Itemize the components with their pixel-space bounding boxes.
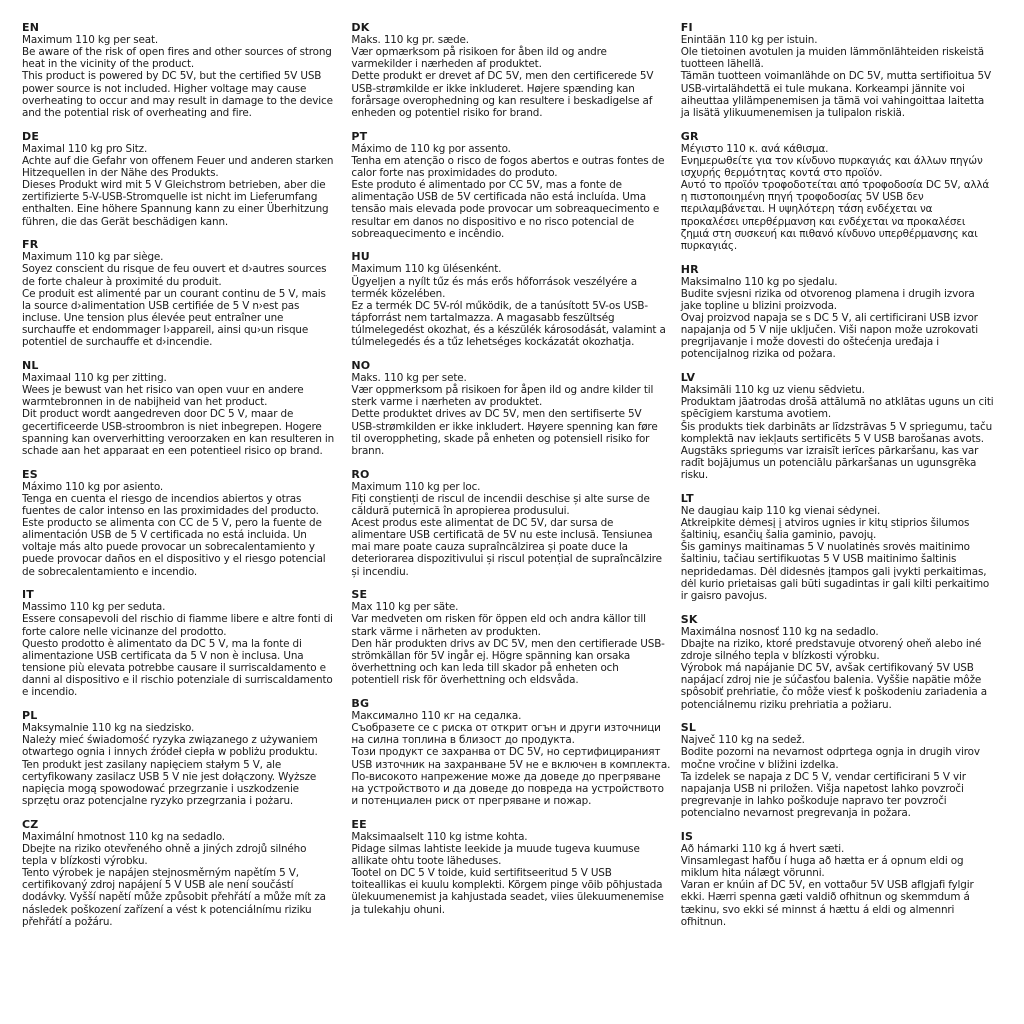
warning-text-line: Ovaj proizvod napaja se s DC 5 V, ali certificirani USB izvor xyxy=(680,311,978,324)
warning-text-line: Dette produktet drives av DC 5V, men den sertifiserte 5V xyxy=(351,408,642,421)
warning-text-line: til overoppheting, skade på enheten og potensiell risiko for xyxy=(351,432,650,445)
warning-text-line: Wees je bewust van het risico van open vuur en andere xyxy=(22,384,304,397)
warning-text-line: This product is powered by DC 5V, but the certified 5V USB xyxy=(22,70,322,83)
warning-text-line: napięcia mogą spowodować przegrzanie i uszkodzenie xyxy=(22,782,299,795)
warning-text-line: allikate ohtu toote läheduses. xyxy=(351,854,502,867)
warning-text-line: termék közelében. xyxy=(351,287,446,300)
warning-text-line: mai mare poate cauza supraîncălzirea și poate duce la xyxy=(351,541,628,554)
warning-text-line: certyfikowany zasilacz USB 5 V nie jest dołączony. Wyższe xyxy=(22,770,317,783)
max-weight-line: Að hámarki 110 kg á hvert sæti. xyxy=(680,842,845,855)
warning-text-line: sprzętu oraz potencjalne ryzyko przegrzania i pożaru. xyxy=(22,794,294,807)
column-2 xyxy=(351,22,670,1024)
warning-text-line: de forte chaleur à proximité du produit. xyxy=(22,275,222,288)
language-code: LT xyxy=(680,491,694,505)
warning-text-line: Ole tietoinen avotulen ja muiden lämmönlähteiden riskeistä xyxy=(680,46,984,59)
warning-text-line: Produktam jāatrodas drošā attālumā no atklātas uguns un citi xyxy=(680,396,994,409)
warning-text-line: Hitzequellen in der Nähe des Produkts. xyxy=(22,166,219,179)
warning-text-line: Tootel on DC 5 V toide, kuid sertifitseeritud 5 V USB xyxy=(351,867,612,880)
language-section-fi xyxy=(681,22,1018,119)
language-code: FI xyxy=(680,21,693,34)
language-code: ES xyxy=(22,467,38,481)
max-weight-line: Maximum 110 kg per seat. xyxy=(22,34,159,46)
warning-text-line: napajanja USB ni priložen. Višja napetost lahko povzroči xyxy=(680,782,964,795)
warning-text-line: overheating to occur and may result in damage to the device xyxy=(22,94,333,107)
language-section-cz xyxy=(22,819,341,928)
warning-text-line: Atkreipkite dėmesį į atviros ugnies ir kitų stiprios šilumos xyxy=(680,517,970,529)
max-weight-line: Máximo de 110 kg por assento. xyxy=(351,142,511,155)
warning-text-line: Ta izdelek se napaja z DC 5 V, vendar certificirani 5 V vir xyxy=(680,770,966,783)
warning-text-line: brann. xyxy=(351,444,385,457)
warning-text-line: Este produto é alimentado por CC 5V, mas a fonte de xyxy=(351,179,622,192)
warning-text-line: ekki. Hærri spenna gæti valdið ofhitnun og skemmdum á xyxy=(680,891,970,904)
language-code: NO xyxy=(351,358,371,372)
language-section-es xyxy=(22,469,341,578)
language-code: FR xyxy=(22,238,39,252)
warning-text-line: gecertificeerde USB-stroombron is niet inbegrepen. Hogere xyxy=(22,420,322,433)
warning-text-line: přehřátí a požáru. xyxy=(22,915,113,928)
warning-text-line: Ce produit est alimenté par un courant continu de 5 V, mais xyxy=(22,287,326,300)
warning-text-line: ülekuumenemist ja kahjustada seadet, viies ülekuumenemise xyxy=(351,891,664,904)
warning-text-line: aiheuttaa ylilämpenemisen ja tämä voi vahingoittaa laitetta xyxy=(680,94,985,107)
warning-text-line: stark värme i närheten av produkten. xyxy=(351,625,541,638)
warning-text-line: Dbejte na riziko otevřeného ohně a jiných zdrojů silného xyxy=(22,842,307,855)
warning-text-line: napájací zdroj nie je súčasťou balenia. Vyššie napätie môže xyxy=(680,674,982,687)
language-section-bg xyxy=(351,698,670,807)
warning-text-line: calor forte nas proximidades do produto. xyxy=(351,166,558,179)
max-weight-line: Μέγιστο 110 κ. ανά κάθισμα. xyxy=(680,142,829,155)
warning-text-line: schade aan het apparaat en een potentieel risico op brand. xyxy=(22,444,323,457)
warning-text-line: Αυτό το προϊόν τροφοδοτείται από τροφοδοσία DC 5V, αλλά xyxy=(680,179,990,192)
warning-text-line: komplektā nav iekļauts sertificēts 5 V USB barošanas avots. xyxy=(680,432,984,445)
warning-text-line: Výrobok má napájanie DC 5V, avšak certifikovaný 5V USB xyxy=(680,662,974,675)
warning-text-line: Należy mieć świadomość ryzyka związanego z używaniem xyxy=(22,734,318,747)
max-weight-line: Максимално 110 кг на седалка. xyxy=(351,709,522,722)
language-section-pt xyxy=(351,131,670,240)
warning-text-line: varmekilder i nærheden af produktet. xyxy=(351,58,542,71)
max-weight-line: Maks. 110 kg per sete. xyxy=(351,371,467,384)
warning-text-line: túlmelegedést okozhat, és a készülék károsodását, valamint a xyxy=(351,324,666,337)
warning-text-line: Tämän tuotteen voimanlähde on DC 5V, mutta sertifioitua 5V xyxy=(680,70,991,83)
language-section-sk xyxy=(681,614,1018,711)
warning-text-line: dėl kurio prietaisas gali būti sugadintas ir gali kilti perkaitimo xyxy=(680,577,990,590)
warning-text-line: führen, die das Gerät beschädigen kann. xyxy=(22,215,229,228)
warning-text-line: Šis produkts tiek darbināts ar līdzstrāvas 5 V spriegumu, taču xyxy=(680,420,993,433)
language-section-dk xyxy=(351,22,670,119)
max-weight-line: Ne daugiau kaip 110 kg vienai sėdynei. xyxy=(680,504,881,517)
warning-text-line: ja lisätä ylikuumenemisen ja tulipalon riskiä. xyxy=(680,106,905,119)
language-section-sl xyxy=(681,722,1018,819)
max-weight-line: Maximaal 110 kg per zitting. xyxy=(22,371,167,384)
warning-text-line: certifikovaný zdroj napájení 5 V USB ale není součástí xyxy=(22,879,294,892)
language-section-de xyxy=(22,131,341,228)
language-code: DE xyxy=(22,129,40,143)
warning-text-line: și incendiu. xyxy=(351,565,409,578)
warning-text-line: zertifizierte 5-V-USB-Stromquelle ist nicht im Lieferumfang xyxy=(22,191,318,204)
warning-text-line: Essere consapevoli del rischio di fiamme libere e altre fonti di xyxy=(22,613,333,626)
warning-text-line: otwartego ognia i innych źródeł ciepła w pobliżu produktu. xyxy=(22,746,318,759)
max-weight-line: Maximální hmotnost 110 kg na sedadlo. xyxy=(22,830,225,843)
warning-text-line: överhettning och kan leda till skador på enheten och xyxy=(351,662,619,675)
max-weight-line: Maksymalnie 110 kg na siedzisko. xyxy=(22,722,195,735)
warning-text-line: ισχυρής θερμότητας κοντά στο προϊόν. xyxy=(680,166,883,179)
warning-text-line: căldură puternică în apropierea produsului. xyxy=(351,504,570,517)
language-code: EE xyxy=(351,817,367,831)
warning-text-line: USB-virtalähdettä ei tule mukana. Korkeampi jännite voi xyxy=(680,82,965,95)
warning-text-line: šaltiniu, tačiau sertifikuotas 5 V USB maitinimo šaltinis xyxy=(680,553,957,566)
warning-text-line: surchauffe et endommager l›appareil, ainsi qu›un risque xyxy=(22,324,309,337)
warning-text-line: la source d›alimentation USB certifiée de 5 V n›est pas xyxy=(22,299,300,312)
warning-text-line: ir gaisro pavojus. xyxy=(680,589,768,602)
language-section-ro xyxy=(351,469,670,578)
warning-text-line: pregrevanje in lahko poškoduje napravo ter povzroči xyxy=(680,794,947,807)
warning-text-line: tensione più elevata potrebbe causare il surriscaldamento e xyxy=(22,662,326,675)
language-code: EN xyxy=(22,21,40,34)
warning-text-line: alimentação USB de 5V certificada não está incluída. Uma xyxy=(351,191,646,204)
warning-text-line: Vær opmærksom på risikoen for åben ild og andre xyxy=(351,46,607,59)
language-code: SL xyxy=(680,721,697,735)
warning-text-line: potencialno nevarnost pregrevanja in požara. xyxy=(680,807,911,820)
warning-text-line: Tenga en cuenta el riesgo de incendios abiertos y otras xyxy=(22,492,302,505)
warning-text-line: Ez a termék DC 5V-ról működik, de a tanúsított 5V-os USB- xyxy=(351,299,648,312)
language-section-pl xyxy=(22,710,341,807)
language-code: BG xyxy=(351,696,370,710)
language-code: IT xyxy=(22,588,34,602)
warning-text-line: Dbajte na riziko, ktoré predstavuje otvorený oheň alebo iné xyxy=(680,637,982,650)
max-weight-line: Enintään 110 kg per istuin. xyxy=(680,34,818,46)
warning-text-line: и потенциален риск от прегряване и пожар. xyxy=(351,794,592,807)
warning-text-line: Dit product wordt aangedreven door DC 5 V, maar de xyxy=(22,408,294,421)
warning-text-line: Tenha em atenção o risco de fogos abertos e outras fontes de xyxy=(351,154,665,167)
warning-text-line: strömkällan för 5V ingår ej. Högre spänning kan orsaka xyxy=(351,649,631,662)
warning-text-line: forårsage overophedning og kan resultere i beskadigelse af xyxy=(351,94,653,107)
warning-text-line: προκαλέσει υπερθέρμανση και ενδέχεται να προκαλέσει xyxy=(680,215,966,228)
warning-text-line: Var medveten om risken för öppen eld och andra källor till xyxy=(351,613,646,626)
warning-text-line: Den här produkten drivs av DC 5V, men den certifierade USB- xyxy=(351,637,665,650)
warning-text-line: Pidage silmas lahtiste leekide ja muude tugeva kuumuse xyxy=(351,842,640,855)
warning-text-line: ja tulekahju ohuni. xyxy=(351,903,445,916)
max-weight-line: Maximum 110 kg ülésenként. xyxy=(351,263,502,276)
warning-text-line: deteriorarea dispozitivului și riscul potențial de supraîncălzire xyxy=(351,553,662,566)
warning-text-line: Съобразете се с риска от открит огън и други източници xyxy=(351,722,661,735)
warning-text-line: heat in the vicinity of the product. xyxy=(22,58,195,71)
warning-text-line: danni al dispositivo e il rischio potenziale di surriscaldamento xyxy=(22,674,333,687)
language-code: PT xyxy=(351,129,368,143)
warning-text-line: Šis gaminys maitinamas 5 V nuolatinės srovės maitinimo xyxy=(680,541,970,554)
warning-text-line: túlmelegedés és a tűz lehetséges kockázatát okozhatja. xyxy=(351,336,635,349)
warning-text-line: potentiel de surchauffe et d›incendie. xyxy=(22,336,213,349)
warning-text-line: Varan er knúin af DC 5V, en vottaður 5V USB aflgjafi fylgir xyxy=(680,879,974,892)
warning-text-line: на силна топлина в близост до продукта. xyxy=(351,734,575,747)
language-section-fr xyxy=(22,239,341,348)
warning-text-line: potenciálnemu riziku prehriatia a požiaru. xyxy=(680,698,892,711)
warning-text-line: Bodite pozorni na nevarnost odprtega ognja in drugih virov xyxy=(680,746,980,759)
max-weight-line: Maksimalno 110 kg po sjedalu. xyxy=(680,275,838,288)
warning-text-line: Tento výrobek je napájen stejnosměrným napětím 5 V, xyxy=(22,867,299,880)
warning-text-line: sobreaquecimento e incêndio. xyxy=(351,227,505,240)
language-code: SE xyxy=(351,588,368,602)
warning-text-line: USB-strømkilden er ikke inkludert. Høyere spenning kan føre xyxy=(351,420,658,433)
language-section-is xyxy=(681,831,1018,928)
warning-text-line: tepla v blízkosti výrobku. xyxy=(22,854,148,867)
warning-text-line: Este producto se alimenta con CC de 5 V, pero la fuente de xyxy=(22,517,322,529)
warning-text-line: následek poškození zařízení a vést k potenciálnímu riziku xyxy=(22,903,312,916)
warning-text-line: spôsobiť prehriatie, čo môže viesť k poškodeniu zariadenia a xyxy=(680,686,987,699)
warning-text-line: Questo prodotto è alimentato da DC 5 V, ma la fonte di xyxy=(22,637,302,650)
warning-text-line: de sobrecalentamiento e incendio. xyxy=(22,565,198,578)
warning-text-line: forte calore nelle vicinanze del prodotto. xyxy=(22,625,227,638)
warning-text-line: enheden og potentiel risiko for brand. xyxy=(351,106,543,119)
warning-text-line: Budite svjesni rizika od otvorenog plamena i drugih izvora xyxy=(680,287,975,300)
language-section-gr xyxy=(681,131,1018,252)
max-weight-line: Največ 110 kg na sedež. xyxy=(680,734,805,747)
language-section-hu xyxy=(351,251,670,348)
warning-text-line: πυρκαγιάς. xyxy=(680,239,738,252)
max-weight-line: Máximo 110 kg por asiento. xyxy=(22,480,164,493)
language-code: LV xyxy=(680,371,696,385)
warning-text-line: fuentes de calor intenso en las proximidades del producto. xyxy=(22,504,319,517)
warning-text-line: risku. xyxy=(680,469,709,482)
warning-text-line: Този продукт се захранва от DC 5V, но сертифицираният xyxy=(351,746,661,759)
warning-text-line: Ten produkt jest zasilany napięciem stałym 5 V, ale xyxy=(22,758,282,771)
max-weight-line: Maximum 110 kg par siège. xyxy=(22,251,164,264)
language-code: IS xyxy=(680,829,694,843)
language-code: PL xyxy=(22,709,38,723)
language-code: SK xyxy=(680,612,698,626)
warning-text-line: šaltinių, esančių šalia gaminio, pavojų. xyxy=(680,529,877,542)
warning-text-line: toiteallikas ei kuulu komplekti. Kõrgem pinge võib põhjustada xyxy=(351,879,663,892)
warning-text-line: e incendio. xyxy=(22,686,78,699)
warning-text-line: περιλαμβάνεται. Η υψηλότερη τάση ενδέχεται να xyxy=(680,203,933,216)
max-weight-line: Maximum 110 kg per loc. xyxy=(351,480,481,493)
warning-text-line: USB-strømkilde er ikke inkluderet. Højere spænding kan xyxy=(351,82,635,95)
language-code: NL xyxy=(22,358,39,372)
column-3 xyxy=(681,22,1018,1024)
max-weight-line: Maksimaalselt 110 kg istme kohta. xyxy=(351,830,528,843)
warning-text-line: potentiell risk för överhettning och eldsvåda. xyxy=(351,674,579,687)
warning-text-line: Fiți conștienți de riscul de incendii deschise și alte surse de xyxy=(351,492,650,505)
warning-text-line: incluse. Une tension plus élevée peut entraîner une xyxy=(22,311,284,324)
warning-text-line: sterk varme i nærheten av produktet. xyxy=(351,396,543,409)
language-section-hr xyxy=(681,264,1018,361)
warning-text-line: По-високото напрежение може да доведе до прегряване xyxy=(351,770,661,783)
warning-text-line: Acest produs este alimentat de DC 5V, dar sursa de xyxy=(351,517,614,529)
warning-text-line: η πιστοποιημένη πηγή τροφοδοσίας 5V USB δεν xyxy=(680,191,924,204)
warning-text-line: miklum hita nálægt vörunni. xyxy=(680,867,825,880)
language-section-it xyxy=(22,589,341,698)
warning-text-line: tækinu, svo ekki sé minnst á hættu á eldi og almennri xyxy=(680,903,955,916)
warning-text-line: Soyez conscient du risque de feu ouvert et d›autres sources xyxy=(22,263,327,276)
warning-text-line: voltaje más alto puede provocar un sobrecalentamiento y xyxy=(22,541,315,554)
column-1 xyxy=(22,22,341,1024)
warning-text-line: Vær oppmerksom på risikoen for åpen ild og andre kilder til xyxy=(351,384,654,397)
max-weight-line: Maks. 110 kg pr. sæde. xyxy=(351,34,469,46)
warning-text-line: ofhitnun. xyxy=(680,915,727,928)
warning-text-line: alimentazione USB certificata da 5 V non è inclusa. Una xyxy=(22,649,304,662)
max-weight-line: Max 110 kg per säte. xyxy=(351,601,459,614)
warning-text-line: resultar em danos no dispositivo e no risco potencial de xyxy=(351,215,634,228)
warning-text-line: nepridedamas. Dėl didesnės įtampos gali įvykti perkaitimas, xyxy=(680,565,987,578)
language-section-nl xyxy=(22,360,341,457)
language-code: CZ xyxy=(22,817,39,831)
language-section-ee xyxy=(351,819,670,916)
warning-text-line: tápforrást nem tartalmazza. A magasabb feszültség xyxy=(351,311,615,324)
warning-text-line: alimentare USB certificată de 5V nu este inclusă. Tensiunea xyxy=(351,529,653,542)
language-code: RO xyxy=(351,467,370,481)
warning-text-line: radīt bojājumus un potenciālu pārkaršanas un ugunsgrēka xyxy=(680,457,977,470)
warning-text-line: warmtebronnen in de nabijheid van het product. xyxy=(22,396,268,409)
warning-text-line: Dieses Produkt wird mit 5 V Gleichstrom betrieben, aber die xyxy=(22,179,326,192)
warning-text-line: Ενημερωθείτε για τον κίνδυνο πυρκαγιάς και άλλων πηγών xyxy=(680,154,983,167)
warning-text-line: ζημιά στη συσκευή και πιθανό κίνδυνο υπερθέρμανσης και xyxy=(680,227,978,240)
warning-text-line: and the potential risk of overheating and fire. xyxy=(22,106,252,119)
warning-text-line: power source is not included. Higher voltage may cause xyxy=(22,82,307,95)
warning-text-line: Vinsamlegast hafðu í huga að hætta er á opnum eldi og xyxy=(680,854,964,867)
language-code: GR xyxy=(680,129,699,143)
warning-text-line: močne vročine v bližini izdelka. xyxy=(680,758,839,771)
warning-text-line: tuotteen lähellä. xyxy=(680,58,764,71)
warning-text-line: Be aware of the risk of open fires and other sources of strong xyxy=(22,46,332,59)
max-weight-line: Maksimāli 110 kg uz vienu sēdvietu. xyxy=(680,384,865,397)
max-weight-line: Massimo 110 kg per seduta. xyxy=(22,601,166,614)
warning-text-line: enthalten. Eine höhere Spannung kann zu einer Überhitzung xyxy=(22,203,329,216)
warning-text-line: zdroje silného tepla v blízkosti výrobku. xyxy=(680,649,880,662)
warning-text-line: pregrijavanje i može dovesti do oštećenja uređaja i xyxy=(680,336,939,349)
language-code: DK xyxy=(351,21,370,34)
warning-text-line: Achte auf die Gefahr von offenem Feuer und anderen starken xyxy=(22,154,334,167)
warning-text-line: jake topline u blizini proizvoda. xyxy=(680,299,837,312)
language-section-no xyxy=(351,360,670,457)
warning-text-line: tensão mais elevada pode provocar um sobreaquecimento e xyxy=(351,203,660,216)
warning-text-line: puede provocar daños en el dispositivo y el riesgo potencial xyxy=(22,553,326,566)
warning-text-line: potencijalnog rizika od požara. xyxy=(680,348,836,361)
language-section-lv xyxy=(681,372,1018,481)
warning-text-line: spanning kan oververhitting veroorzaken en kan resulteren in xyxy=(22,432,335,445)
language-code: HR xyxy=(680,262,699,276)
max-weight-line: Maximálna nosnosť 110 kg na sedadlo. xyxy=(680,625,879,638)
warning-text-line: Dette produkt er drevet af DC 5V, men den certificerede 5V xyxy=(351,70,654,83)
warning-text-line: на устройството и да доведе до повреда на устройството xyxy=(351,782,664,795)
language-section-lt xyxy=(681,493,1018,602)
language-section-se xyxy=(351,589,670,686)
warning-text-line: napajanja od 5 V nije uključen. Viši napon može uzrokovati xyxy=(680,324,978,337)
language-section-en xyxy=(22,22,341,119)
warning-text-line: Augstāks spriegums var izraisīt ierīces pārkaršanu, kas var xyxy=(680,444,979,457)
warning-text-line: dodávky. Vyšší napětí může způsobit přehřátí a může mít za xyxy=(22,891,326,904)
warning-text-line: Ügyeljen a nyílt tűz és más erős hőforrások veszélyére a xyxy=(351,275,637,288)
language-code: HU xyxy=(351,250,370,264)
warning-text-line: USB източник на захранване 5V не е включен в комплекта. xyxy=(351,758,671,771)
warning-text-line: alimentación USB de 5 V certificada no está incluida. Un xyxy=(22,529,307,542)
max-weight-line: Maximal 110 kg pro Sitz. xyxy=(22,142,148,155)
warning-text-line: spēcīgiem karstuma avotiem. xyxy=(680,408,831,421)
